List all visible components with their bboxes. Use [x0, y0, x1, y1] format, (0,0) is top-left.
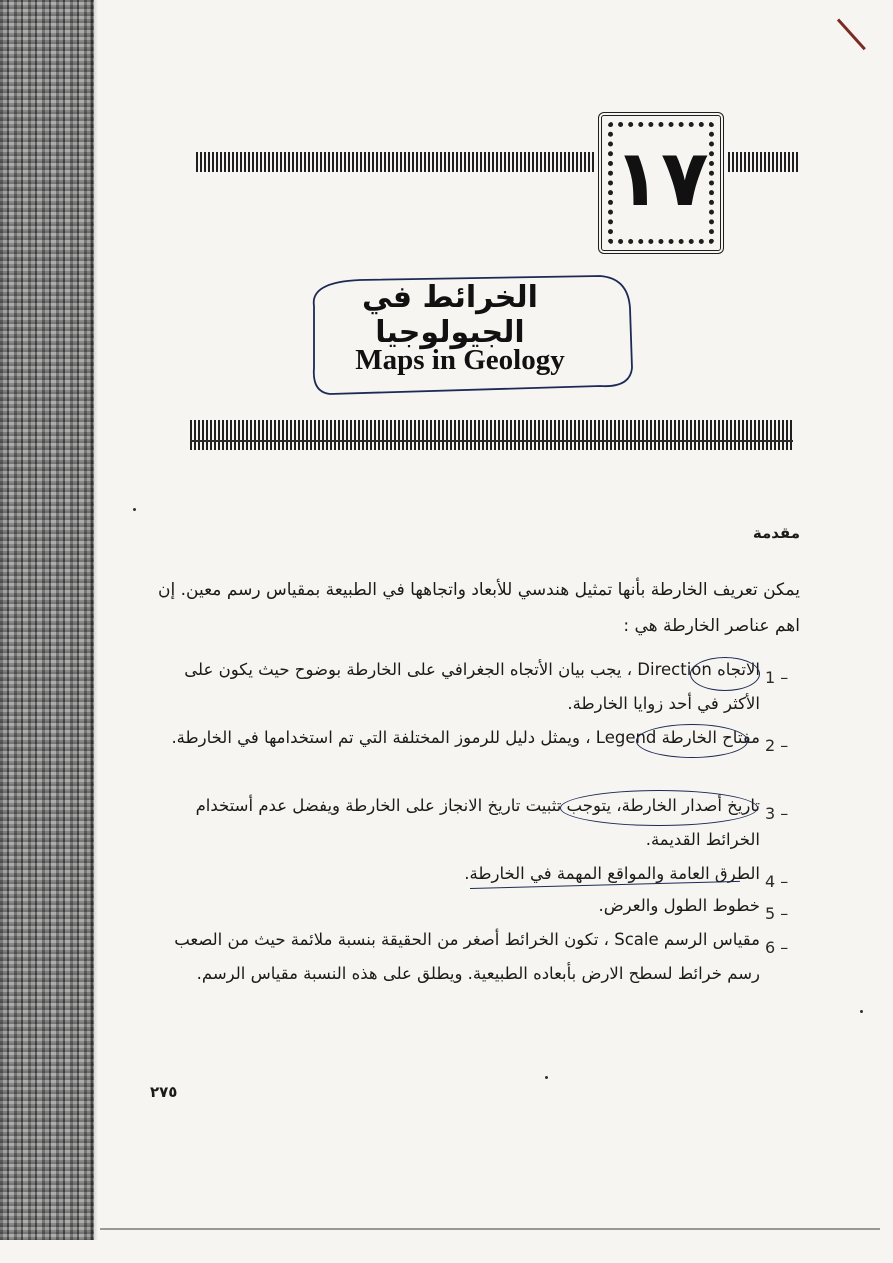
- title-rule: [190, 420, 793, 450]
- chapter-number-box: [598, 112, 724, 254]
- list-item: تاريخ أصدار الخارطة، يتوجب تثبيت تاريخ الانجاز على الخارطة ويفضل عدم أستخدام الخرائط القديمة.: [195, 796, 760, 849]
- item-number: 6 –: [765, 938, 789, 957]
- binding-shadow: [90, 0, 98, 1240]
- section-heading: مقدمة: [752, 524, 800, 542]
- scan-speck: [860, 1010, 863, 1013]
- scan-speck: [133, 508, 136, 511]
- chapter-title-arabic: الخرائط في الجيولوجيا: [362, 280, 538, 350]
- chapter-number: ١٧: [613, 134, 709, 224]
- list-item: الاتجاه Direction ، يجب بيان الأتجاه الجغرافي على الخارطة بوضوح حيث يكون على الأكثر في أحد زوايا الخارطة.: [184, 660, 760, 713]
- intro-paragraph: يمكن تعريف الخارطة بأنها تمثيل هندسي للأبعاد واتجاهها في الطبيعة بمقياس رسم معين. إن اهم عناصر الخارطة هي :: [158, 580, 800, 636]
- item-number: 1 –: [765, 668, 789, 687]
- scan-binding-edge: [0, 0, 94, 1240]
- list-item: الطرق العامة والمواقع المهمة في الخارطة.: [464, 864, 760, 883]
- page-bottom-edge: [100, 1228, 880, 1230]
- corner-pen-mark: [837, 18, 866, 50]
- chapter-title-english: Maps in Geology: [355, 344, 565, 376]
- item-number: 4 –: [765, 872, 789, 891]
- scan-speck: [545, 1076, 548, 1079]
- page-number: ٢٧٥: [150, 1083, 178, 1101]
- header-rule-left: [196, 152, 596, 172]
- item-number: 5 –: [765, 904, 789, 923]
- list-item: خطوط الطول والعرض.: [598, 896, 760, 915]
- list-item: مقياس الرسم Scale ، تكون الخرائط أصغر من الحقيقة بنسبة ملائمة حيث من الصعب رسم خرائط لسطح الارض بأبعاده الطبيعية. ويطلق على هذه النسبة مقياس الرسم.: [174, 930, 760, 983]
- list-item: مفتاح الخارطة Legend ، ويمثل دليل للرموز المختلفة التي تم استخدامها في الخارطة.: [171, 728, 760, 747]
- item-number: 2 –: [765, 736, 789, 755]
- header-rule-right: [728, 152, 798, 172]
- item-number: 3 –: [765, 804, 789, 823]
